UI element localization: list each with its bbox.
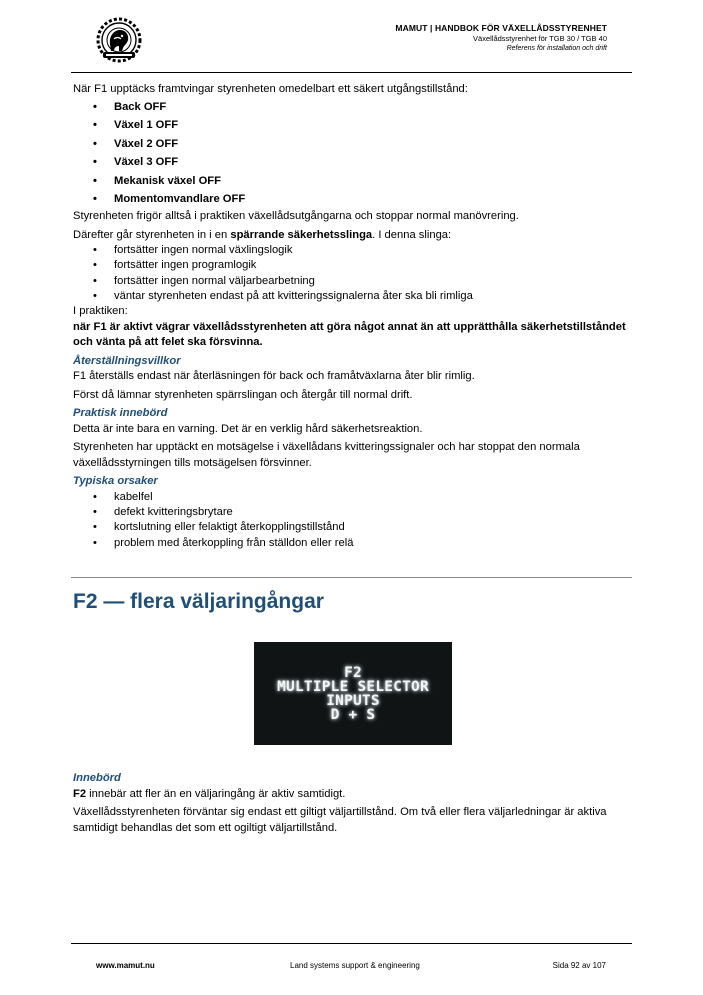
section-divider xyxy=(71,577,632,578)
list-item: • kortslutning eller felaktigt återkopplingstillstånd xyxy=(73,520,633,535)
safe-output-list xyxy=(73,98,633,210)
list-item: • Växel 1 OFF xyxy=(73,116,633,135)
list-item: • Mekanisk växel OFF xyxy=(73,172,633,191)
header-subtitle: Växellådsstyrenhet för TGB 30 / TGB 40 xyxy=(473,34,607,43)
list-item: • fortsätter ingen normal växlingslogik xyxy=(73,243,633,258)
loop-list xyxy=(73,243,633,304)
screen-line: D + S xyxy=(330,706,376,723)
footer-tagline: Land systems support & engineering xyxy=(290,961,420,970)
page-number: Sida 92 av 107 xyxy=(552,961,606,970)
screen-line: INPUTS xyxy=(326,692,380,709)
paragraph: Först då lämnar styrenheten spärrslingan och återgår till normal drift. xyxy=(73,388,413,401)
section-f2-body xyxy=(73,768,633,836)
paragraph: Detta är inte bara en varning. Det är en verklig hård säkerhetsreaktion. xyxy=(73,422,423,435)
paragraph-bold: när F1 är aktivt vägrar växellådsstyrenheten att göra något annat än att upprätthålla säkerhetstillståndet och vänta på att felet ska försvinna. xyxy=(73,320,626,349)
header-subtitle-secondary: Referens för installation och drift xyxy=(506,45,607,52)
bold-term: spärrande säkerhetsslinga xyxy=(230,228,373,241)
subheading-reset: Återställningsvillkor xyxy=(73,354,181,367)
mamut-logo-icon xyxy=(94,17,144,63)
paragraph: Växellådsstyrenheten förväntar sig endast ett giltigt väljartillstånd. Om två eller flera väljarledningar är aktiva samtidigt behandlas det som ett ogiltigt väljartillstånd. xyxy=(73,806,607,834)
display-screen-image xyxy=(254,642,452,745)
list-item: • problem med återkoppling från ställdon eller relä xyxy=(73,536,633,551)
list-item: • kabelfel xyxy=(73,490,633,505)
paragraph: I praktiken: xyxy=(73,305,128,318)
f1-intro: När F1 upptäcks framtvingar styrenheten omedelbart ett säkert utgångstillstånd: xyxy=(73,83,468,95)
footer-website-link[interactable]: www.mamut.nu xyxy=(96,961,155,970)
header-title: MAMUT | HANDBOK FÖR VÄXELLÅDSSTYRENHET xyxy=(395,23,607,33)
subheading-meaning: Innebörd xyxy=(73,772,121,784)
causes-list xyxy=(73,490,633,551)
page-header xyxy=(395,23,607,54)
list-item: • Växel 3 OFF xyxy=(73,153,633,172)
section-f2-heading: F2 — flera väljaringångar xyxy=(73,590,324,613)
paragraph: Därefter går styrenheten in i en spärrande säkerhetsslinga. I denna slinga: xyxy=(73,228,452,241)
subheading-causes: Typiska orsaker xyxy=(73,475,158,488)
list-item: • Back OFF xyxy=(73,98,633,117)
screen-line: F2 xyxy=(344,664,362,681)
screen-line: MULTIPLE SELECTOR xyxy=(277,678,429,695)
list-item: • defekt kvitteringsbrytare xyxy=(73,505,633,520)
list-item: • fortsätter ingen normal väljarbearbetning xyxy=(73,274,633,289)
list-item: • Momentomvandlare OFF xyxy=(73,190,633,209)
footer-divider xyxy=(71,943,632,944)
section-f1-body xyxy=(73,82,633,551)
list-item: • väntar styrenheten endast på att kvitteringssignalerna åter ska bli rimliga xyxy=(73,289,633,304)
paragraph: Styrenheten frigör alltså i praktiken växellådsutgångarna och stoppar normal manövrering. xyxy=(73,210,519,223)
list-item: • fortsätter ingen programlogik xyxy=(73,258,633,273)
header-divider xyxy=(71,72,632,73)
paragraph: F1 återställs endast när återläsningen för back och framåtväxlarna åter blir rimlig. xyxy=(73,370,475,383)
subheading-implication: Praktisk innebörd xyxy=(73,407,168,420)
list-item: • Växel 2 OFF xyxy=(73,135,633,154)
paragraph: F2 innebär att fler än en väljaringång är aktiv samtidigt. xyxy=(73,787,346,800)
paragraph: Styrenheten har upptäckt en motsägelse i växellådans kvitteringssignaler och har stoppat den normala växellådsstyrningen tills motsägelsen försvinner. xyxy=(73,441,580,469)
